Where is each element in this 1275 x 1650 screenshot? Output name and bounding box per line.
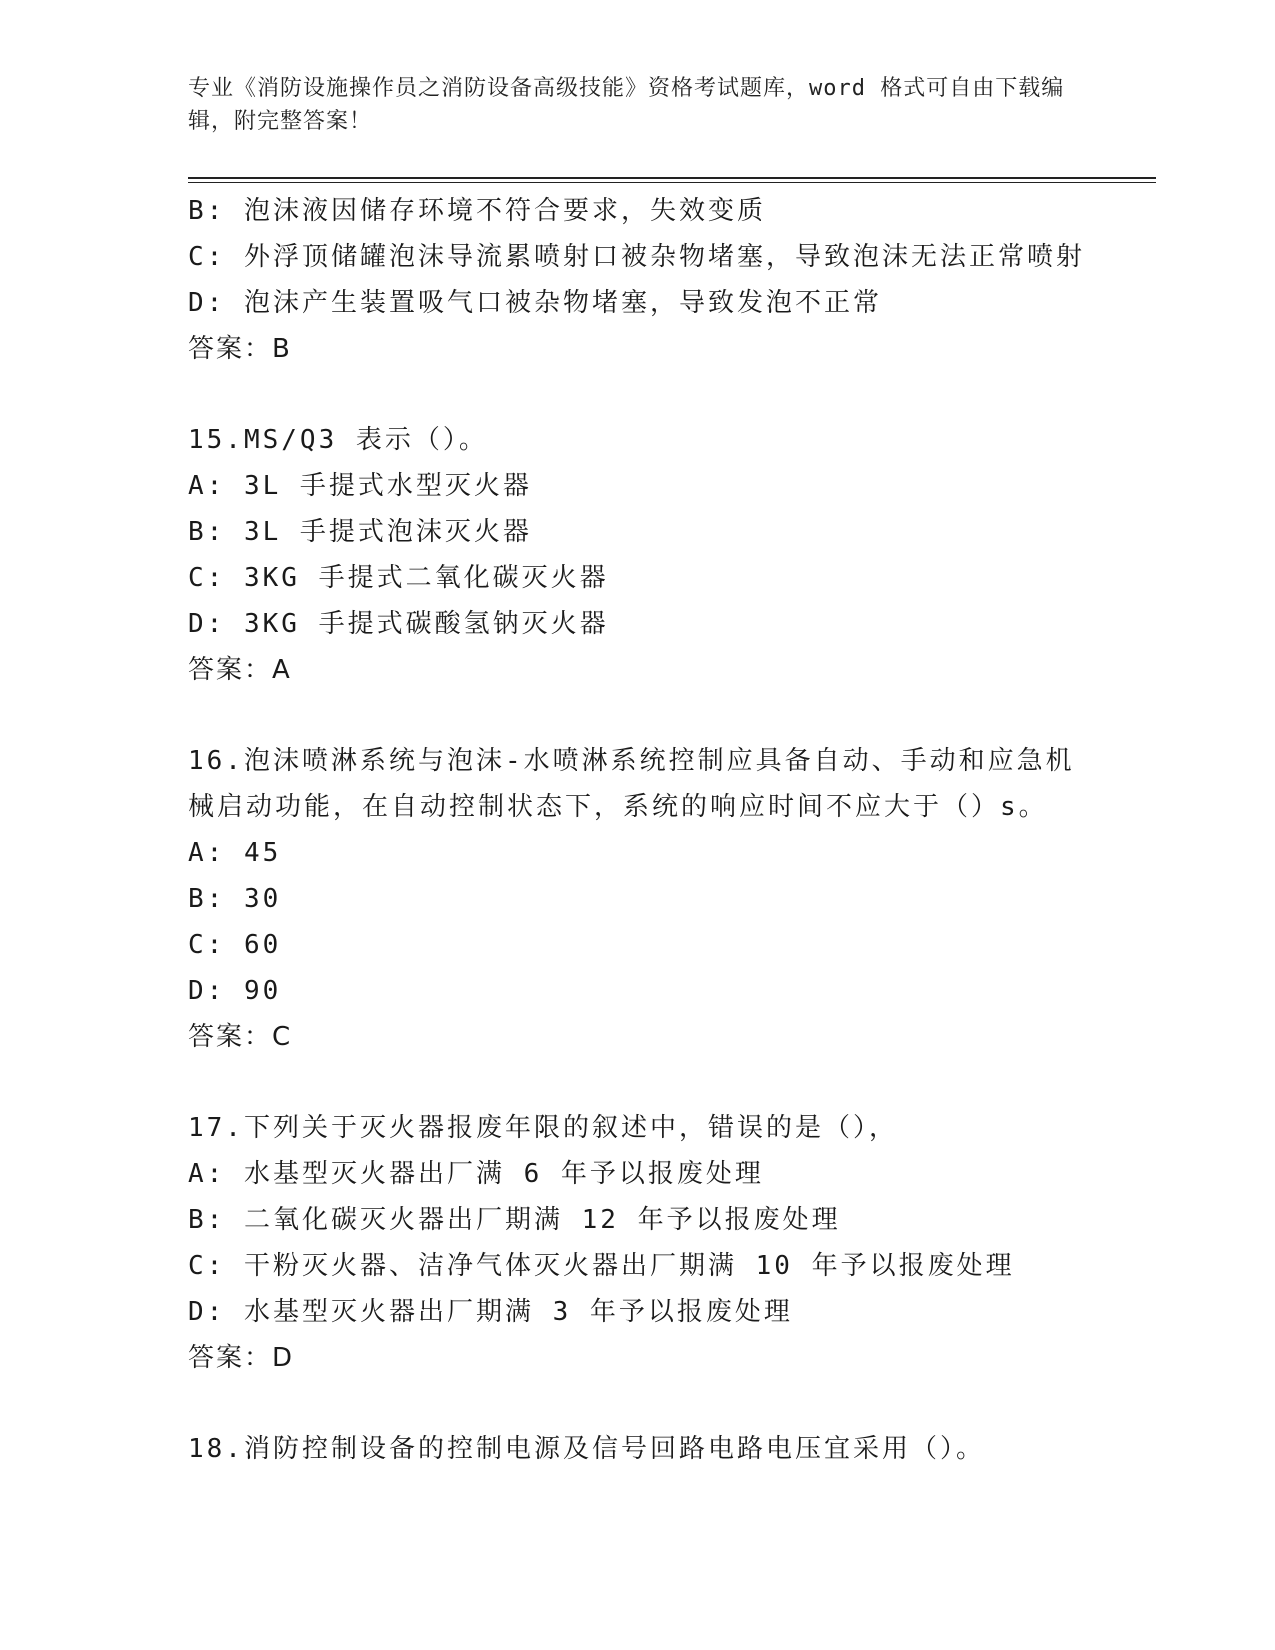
- question-18: [188, 1426, 1088, 1472]
- question-15: [188, 417, 1088, 693]
- question-17: [188, 1105, 1088, 1381]
- option-b: B: 3L 手提式泡沫灭火器: [188, 517, 532, 547]
- question-16: [188, 738, 1088, 1060]
- option-c: C: 干粉灭火器、洁净气体灭火器出厂期满 10 年予以报废处理: [188, 1251, 1015, 1281]
- option-b: B: 二氧化碳灭火器出厂期满 12 年予以报废处理: [188, 1205, 841, 1235]
- prev-question-block: [188, 188, 1088, 372]
- option-c: C: 3KG 手提式二氧化碳灭火器: [188, 563, 609, 593]
- question-title: 17.下列关于灭火器报废年限的叙述中，错误的是（），: [188, 1113, 898, 1143]
- question-list: [188, 188, 1088, 1472]
- question-title: 15.MS/Q3 表示（）。: [188, 425, 488, 455]
- option-a: A: 45: [188, 838, 282, 868]
- option-b: B: 泡沫液因储存环境不符合要求，失效变质: [188, 196, 766, 226]
- option-d: D: 90: [188, 976, 282, 1006]
- answer-label: 答案：D: [188, 1343, 295, 1373]
- answer-label: 答案：B: [188, 334, 292, 364]
- header-divider-thin: [188, 182, 1156, 183]
- option-a: A: 水基型灭火器出厂满 6 年予以报废处理: [188, 1159, 764, 1189]
- answer-label: 答案：A: [188, 655, 292, 685]
- document-header: 专业《消防设施操作员之消防设备高级技能》资格考试题库，word 格式可自由下载编辑，附完整答案！: [188, 76, 1065, 134]
- question-title-line-1: 16.泡沫喷淋系统与泡沫-水喷淋系统控制应具备自动、手动和应急机: [188, 746, 1075, 776]
- answer-label: 答案：C: [188, 1022, 293, 1052]
- option-a: A: 3L 手提式水型灭火器: [188, 471, 532, 501]
- question-title-line-2: 械启动功能，在自动控制状态下，系统的响应时间不应大于（）s。: [188, 792, 1048, 822]
- option-c: C: 外浮顶储罐泡沫导流累喷射口被杂物堵塞，导致泡沫无法正常喷射: [188, 242, 1085, 272]
- option-c: C: 60: [188, 930, 282, 960]
- question-title: 18.消防控制设备的控制电源及信号回路电路电压宜采用（）。: [188, 1434, 985, 1464]
- option-d: D: 泡沫产生装置吸气口被杂物堵塞，导致发泡不正常: [188, 288, 882, 318]
- option-b: B: 30: [188, 884, 282, 914]
- header-divider-thick: [188, 177, 1156, 179]
- option-d: D: 3KG 手提式碳酸氢钠灭火器: [188, 609, 609, 639]
- option-d: D: 水基型灭火器出厂期满 3 年予以报废处理: [188, 1297, 793, 1327]
